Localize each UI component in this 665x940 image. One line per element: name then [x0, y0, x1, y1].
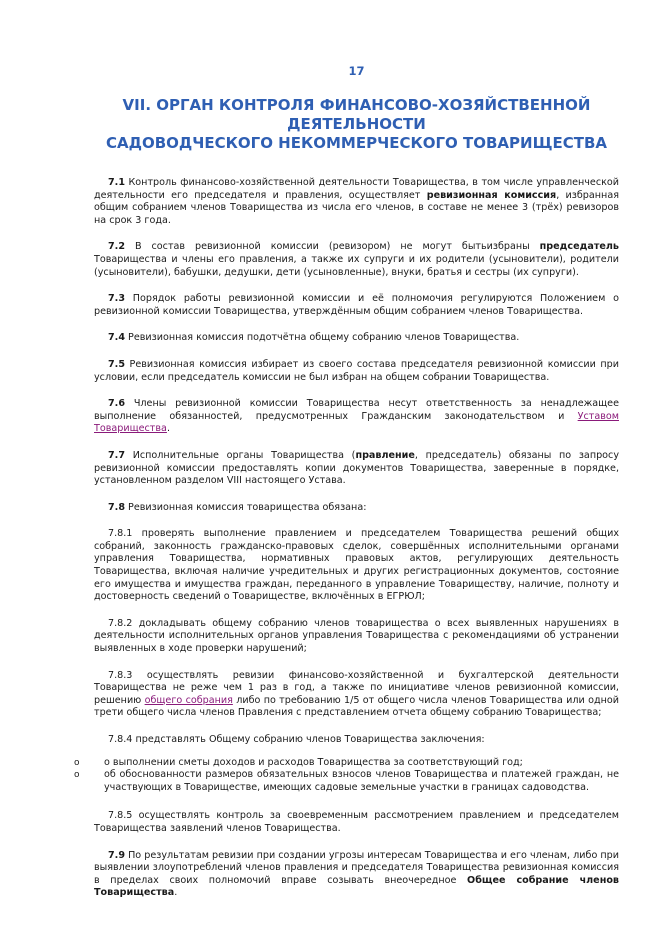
paragraph-number: 7.9	[108, 849, 125, 861]
paragraph-number: 7.3	[108, 293, 125, 305]
paragraph-text: В состав ревизионной комиссии (ревизором) не могут бытьизбраны	[125, 241, 540, 253]
paragraph-text: Ревизионная комиссия подотчётна общему собранию членов Товарищества.	[125, 332, 520, 344]
charter-link[interactable]: Уставом Товарищества	[94, 410, 619, 435]
paragraph-7-7	[94, 450, 619, 488]
section-title-line-1: VII. ОРГАН КОНТРОЛЯ ФИНАНСОВО-ХОЗЯЙСТВЕННОЙ	[122, 96, 591, 114]
list-item-text: о выполнении сметы доходов и расходов Товарищества за соответствующий год;	[104, 756, 523, 768]
paragraph-text: Ревизионная комиссия товарищества обязана:	[125, 501, 367, 513]
circle-bullet-icon: o	[74, 770, 80, 781]
page-number: 17	[348, 64, 365, 78]
paragraph-text: .	[174, 887, 178, 899]
conclusions-list	[74, 756, 619, 795]
bold-term: правление	[355, 449, 415, 461]
paragraph-7-6	[94, 398, 619, 436]
bold-term: ревизионная комиссия	[426, 189, 557, 201]
paragraph-7-8-3	[94, 670, 619, 720]
section-title	[94, 96, 619, 153]
paragraph-text: Порядок работы ревизионной комиссии и её полномочия регулируются Положением о ревизионной комиссии Товарищества, утверждённым общим собранием членов Товарищества.	[94, 293, 619, 317]
paragraph-text: По результатам ревизии при создании угрозы интересам Товарищества и его членам, либо при выявлении злоупотреблений членов правления и председателя Товарищества ревизионная комиссия в пределах своих полномочий вправе созывать внеочередное	[94, 849, 619, 886]
paragraph-text: Члены ревизионной комиссии Товарищества несут ответственность за ненадлежащее выполнение обязанностей, предусмотренных Гражданским законодательством и	[94, 398, 619, 422]
paragraph-7-9	[94, 850, 619, 900]
paragraph-number: 7.8	[108, 501, 125, 513]
paragraph-text: , избранная общим собранием членов Товарищества из числа его членов, в составе не менее 3 (трёх) ревизоров на срок 3 года.	[94, 189, 619, 226]
paragraph-7-1	[94, 177, 619, 227]
paragraph-number: 7.1	[108, 177, 125, 188]
paragraph-7-3	[94, 293, 619, 318]
paragraph-7-2	[94, 241, 619, 279]
paragraph-7-8-4: 7.8.4 представлять Общему собранию членов Товарищества заключения:	[108, 734, 485, 745]
paragraph-text: либо по требованию 1/5 от общего числа членов Товарищества или одной трети общего числа членов Правления с представлением отчета общему собранию Товарищества;	[94, 694, 619, 719]
paragraph-7-4	[94, 332, 619, 345]
list-item	[74, 756, 619, 770]
paragraph-text: , председатель) обязаны по запросу ревизионной комиссии предоставлять копии документов Товарищества, заверенные в порядке, установленном разделом VIII настоящего Устава.	[94, 449, 619, 487]
paragraph-number: 7.7	[108, 449, 125, 461]
paragraph-text: Контроль финансово-хозяйственной деятельности Товарищества, в том числе управленческой деятельности его председателя и правления, осуществляет	[94, 177, 619, 201]
list-item-text: об обоснованности размеров обязательных взносов членов Товарищества и платежей граждан, не участвующих в Товариществе, имеющих садовые земельные участки в границах садоводства.	[104, 769, 619, 793]
paragraph-7-8-2: 7.8.2 докладывать общему собранию членов товарищества о всех выявленных нарушениях в деятельности исполнительных органов управления Товарищества с рекомендациями об устранении выявленных в ходе проверки нарушений;	[94, 617, 619, 655]
list-item	[74, 769, 619, 794]
circle-bullet-icon: o	[74, 757, 80, 768]
paragraph-7-8	[94, 502, 619, 515]
paragraph-text: 7.8.3 осуществлять ревизии финансово-хозяйственной и бухгалтерской деятельности Товарищества не реже чем 1 раз в год, а также по инициативе членов ревизионной комиссии, решению	[94, 669, 619, 706]
paragraph-7-8-5: 7.8.5 осуществлять контроль за своевременным рассмотрением правлением и председателем Товарищества заявлений членов Товарищества.	[94, 810, 619, 834]
paragraph-number: 7.2	[108, 241, 125, 253]
paragraph-text: Исполнительные органы Товарищества (	[125, 449, 356, 461]
paragraph-text: .	[166, 423, 170, 435]
paragraph-7-8-1: 7.8.1 проверять выполнение правлением и председателем Товарищества решений общих собраний, законность гражданско-правовых сделок, совершённых исполнительными органами управления Товарищества, нормативных правовых актов, регулирующих деятельность Товарищества, включая наличие учредительных и других регистрационных документов, состояние его имущества и имущества граждан, переданного в управление Товариществу, наличие, полноту и достоверность сведений о Товариществе, включённых в ЕГРЮЛ;	[94, 528, 619, 603]
general-meeting-link[interactable]: общего собрания	[144, 694, 233, 706]
bold-term: Общее собрание членов Товарищества	[94, 874, 619, 899]
paragraph-number: 7.5	[108, 358, 125, 370]
section-title-line-3: САДОВОДЧЕСКОГО НЕКОММЕРЧЕСКОГО ТОВАРИЩЕСТВА	[105, 134, 607, 152]
bold-term: председатель	[539, 241, 619, 253]
paragraph-number: 7.4	[108, 332, 125, 344]
paragraph-7-5	[94, 359, 619, 384]
paragraph-text: Товарищества и члены его правления, а также их супруги и их родители (усыновители), родители (усыновители), бабушки, дедушки, дети (усыновленные), внуки, братья и сестры (их супруги).	[94, 253, 619, 278]
section-title-line-2: ДЕЯТЕЛЬНОСТИ	[287, 115, 426, 133]
paragraph-text: Ревизионная комиссия избирает из своего состава председателя ревизионной комиссии при условии, если председатель комиссии не был избран на общем собрании Товарищества.	[94, 358, 619, 383]
paragraph-number: 7.6	[108, 398, 125, 410]
